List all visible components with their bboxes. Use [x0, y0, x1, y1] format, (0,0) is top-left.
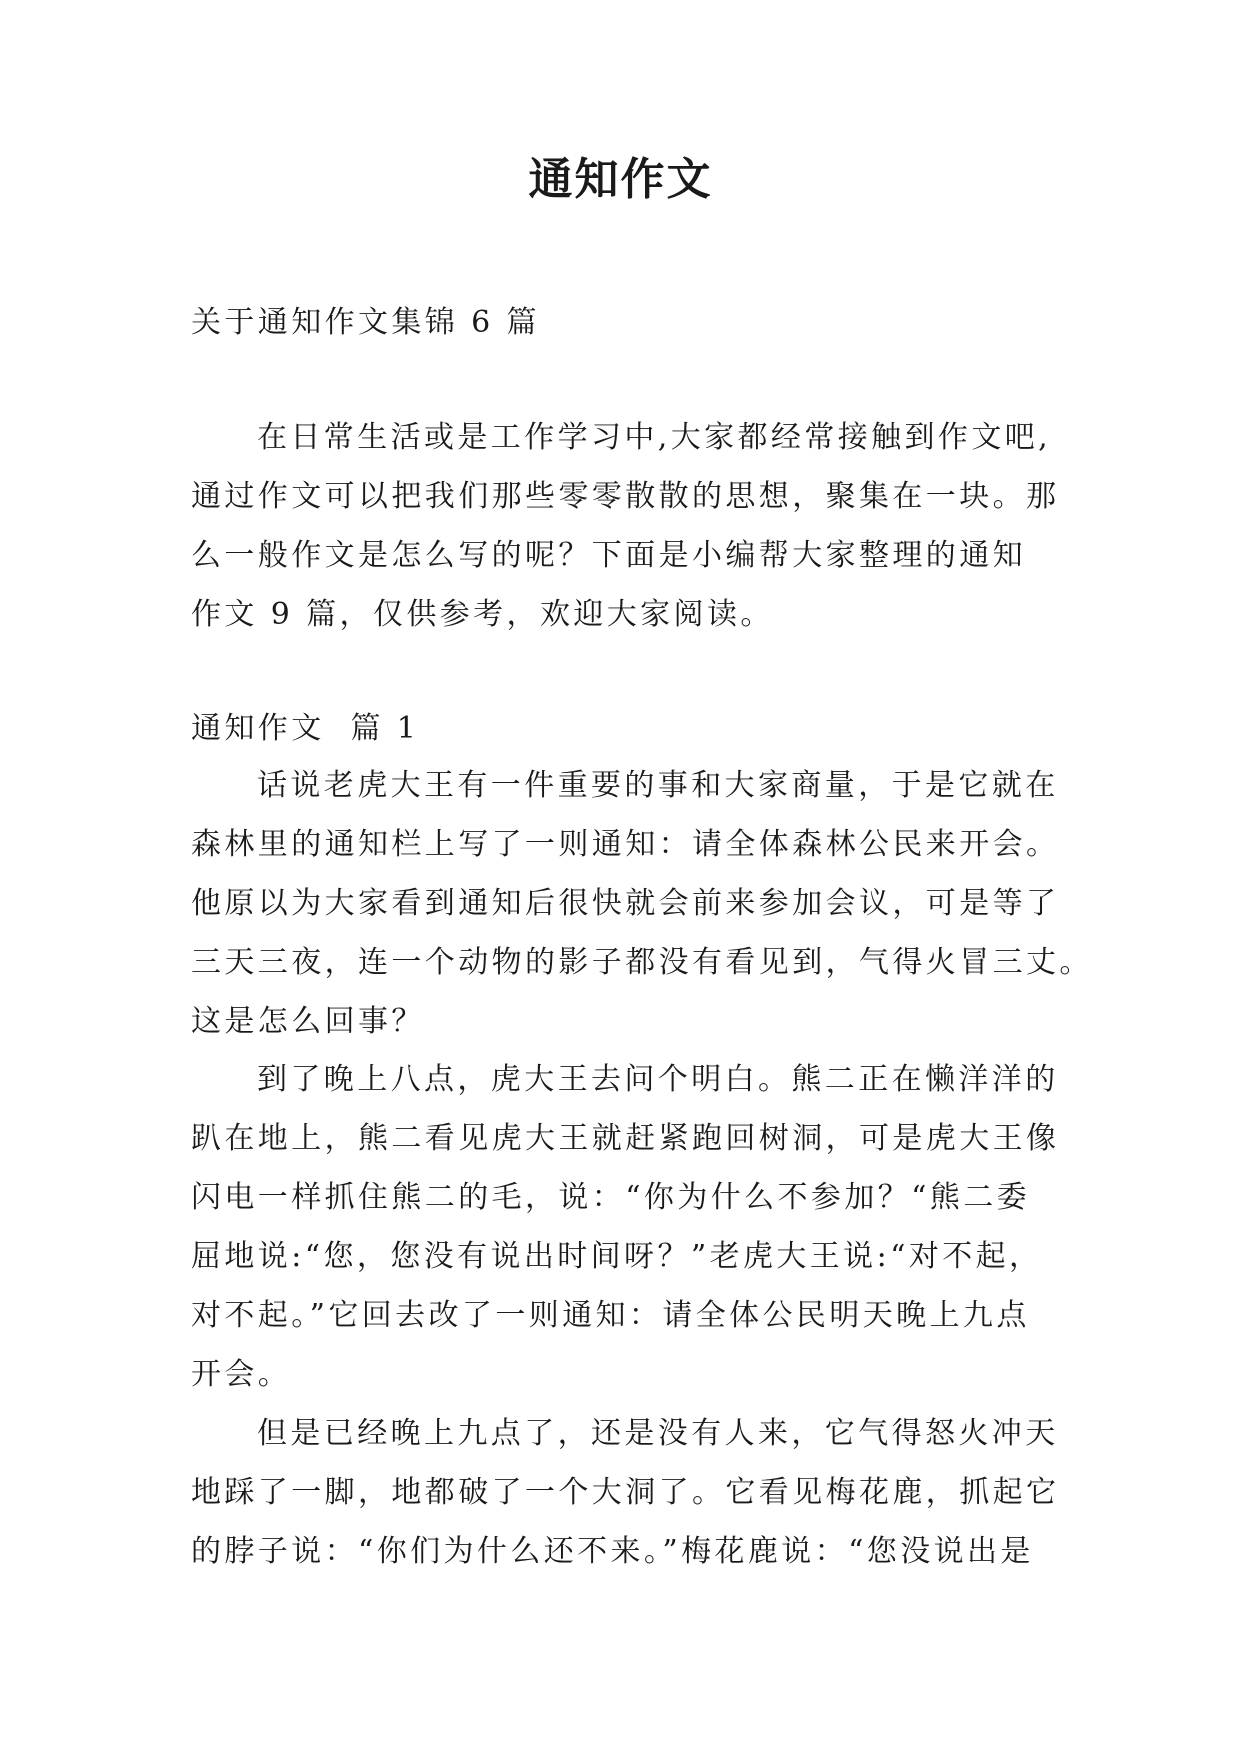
- paragraph-line: 地踩了一脚，地都破了一个大洞了。它看见梅花鹿，抓起它: [191, 1475, 1060, 1510]
- story-paragraph-1: [191, 756, 1093, 1051]
- paragraph-line: 这是怎么回事？: [191, 1004, 425, 1039]
- document-subtitle: 关于通知作文集锦 6 篇: [191, 305, 540, 340]
- paragraph-line: 但是已经晚上九点了，还是没有人来，它气得怒火冲天: [257, 1416, 1059, 1451]
- intro-line: 么一般作文是怎么写的呢？下面是小编帮大家整理的通知: [191, 538, 1026, 573]
- paragraph-line: 森林里的通知栏上写了一则通知：请全体森林公民来开会。: [191, 827, 1060, 862]
- document-title: 通知作文: [528, 154, 713, 205]
- intro-line: 在日常生活或是工作学习中,大家都经常接触到作文吧,: [257, 420, 1052, 455]
- paragraph-line: 趴在地上，熊二看见虎大王就赶紧跑回树洞，可是虎大王像: [191, 1121, 1060, 1156]
- paragraph-line: 对不起。”它回去改了一则通知：请全体公民明天晚上九点: [191, 1298, 1030, 1333]
- section-heading: 通知作文 篇 1: [191, 711, 420, 746]
- paragraph-line: 屈地说:“您，您没有说出时间呀？”老虎大王说:“对不起，: [191, 1239, 1043, 1274]
- paragraph-line: 三天三夜，连一个动物的影子都没有看见到，气得火冒三丈。: [191, 945, 1093, 980]
- intro-line: 作文 9 篇，仅供参考，欢迎大家阅读。: [191, 597, 774, 632]
- paragraph-line: 话说老虎大王有一件重要的事和大家商量，于是它就在: [257, 768, 1059, 803]
- paragraph-line: 的脖子说：“你们为什么还不来。”梅花鹿说：“您没说出是: [191, 1534, 1034, 1569]
- paragraph-line: 闪电一样抓住熊二的毛，说：“你为什么不参加？“熊二委: [191, 1180, 1031, 1215]
- intro-line: 通过作文可以把我们那些零零散散的思想，聚集在一块。那: [191, 479, 1060, 514]
- paragraph-line: 他原以为大家看到通知后很快就会前来参加会议，可是等了: [191, 886, 1060, 921]
- story-paragraph-2: [191, 1050, 1060, 1404]
- paragraph-line: 到了晚上八点，虎大王去问个明白。熊二正在懒洋洋的: [257, 1062, 1059, 1097]
- intro-paragraph: [191, 408, 1060, 644]
- story-paragraph-3: [191, 1404, 1060, 1581]
- paragraph-line: 开会。: [191, 1357, 292, 1392]
